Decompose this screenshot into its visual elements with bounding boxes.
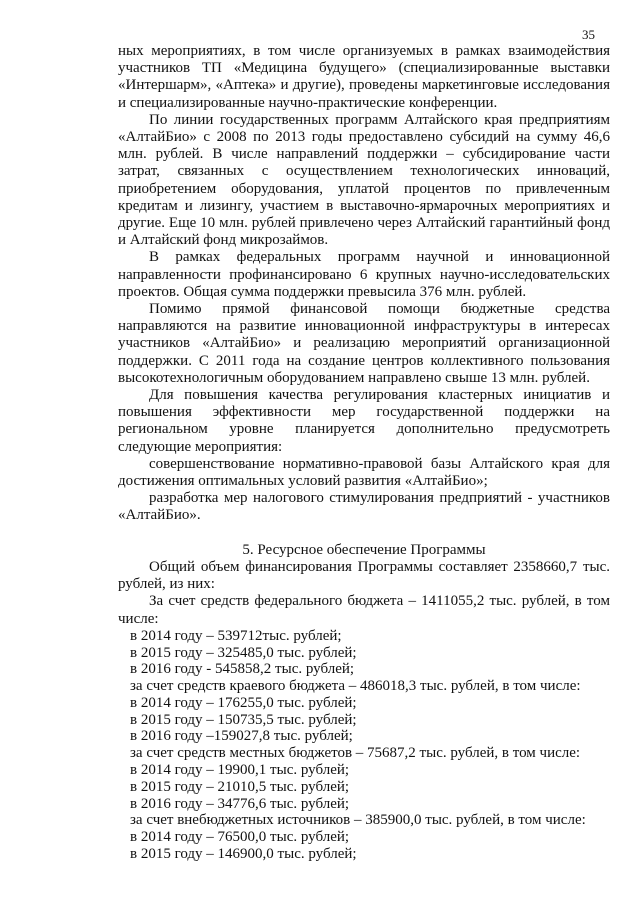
paragraph-continuation: ных мероприятиях, в том числе организуемых в рамках взаимодействия участников ТП «Медицина будущего» (специализированные выставки «Интершарм», «Аптека» и другие), проведены маркетинговые исследования и специализированные научно-практические конференции. (118, 43, 610, 111)
page-number: 35 (582, 27, 595, 42)
paragraph-budget-infrastructure: Помимо прямой финансовой помощи бюджетные средства направляются на развитие инновационной инфраструктуры в интересах участников «АлтайБио» и реализацию мероприятий организационной поддержки. С 2011 года на создание центров коллективного пользования высокотехнологичным оборудованием направлено свыше 13 млн. рублей. (118, 301, 610, 386)
funding-line: в 2015 году – 146900,0 тыс. рублей; (130, 846, 357, 863)
paragraph-measure-legal-base: совершенствование нормативно-правовой базы Алтайского края для достижения оптимальных условий развития «АлтайБио»; (118, 455, 610, 490)
funding-line: в 2016 году –159027,8 тыс. рублей; (130, 728, 353, 745)
funding-breakdown-list (118, 628, 610, 863)
funding-line: в 2014 году – 539712тыс. рублей; (130, 627, 342, 644)
funding-line: в 2014 году – 19900,1 тыс. рублей; (130, 762, 350, 779)
funding-line: в 2014 году – 76500,0 тыс. рублей; (130, 829, 350, 846)
funding-line: в 2014 году – 176255,0 тыс. рублей; (130, 694, 357, 711)
funding-line: за счет средств краевого бюджета – 486018,3 тыс. рублей, в том числе: (130, 678, 581, 695)
paragraph-measure-tax-incentives: разработка мер налогового стимулирования предприятий - участников «АлтайБио». (118, 490, 610, 524)
paragraph-planned-measures: Для повышения качества регулирования кластерных инициатив и повышения эффективности мер государственной поддержки на региональном уровне планируется дополнительно предусмотреть следующие мероприятия: (118, 387, 610, 455)
funding-line: в 2015 году – 21010,5 тыс. рублей; (130, 778, 350, 795)
funding-line: за счет средств местных бюджетов – 75687,2 тыс. рублей, в том числе: (130, 745, 581, 762)
funding-line: в 2016 году - 545858,2 тыс. рублей; (130, 661, 355, 678)
document-body (118, 43, 610, 863)
paragraph-federal-programs: В рамках федеральных программ научной и инновационной направленности профинансировано 6 крупных научно-исследовательских проектов. Общая сумма поддержки превысила 376 млн. рублей. (118, 249, 610, 300)
paragraph-federal-budget: За счет средств федерального бюджета – 1411055,2 тыс. рублей, в том числе: (118, 593, 610, 627)
funding-line: за счет внебюджетных источников – 385900,0 тыс. рублей, в том числе: (130, 812, 586, 829)
paragraph-state-programs: По линии государственных программ Алтайского края предприятиям «АлтайБио» с 2008 по 2013 годы предоставлено субсидий на сумму 46,6 млн. рублей. В числе направлений поддержки – субсидирование части затрат, связанных с осуществлением технологических инноваций, приобретением оборудования, уплатой процентов по привлеченным кредитам и лизингу, участием в выставочно-ярмарочных мероприятиях и другие. Еще 10 млн. рублей привлечено через Алтайский гарантийный фонд и Алтайский фонд микрозаймов. (118, 111, 610, 249)
section-heading: 5. Ресурсное обеспечение Программы (242, 541, 486, 558)
funding-line: в 2015 году – 150735,5 тыс. рублей; (130, 711, 357, 728)
paragraph-total-funding: Общий объем финансирования Программы составляет 2358660,7 тыс. рублей, из них: (118, 558, 610, 593)
funding-line: в 2016 году – 34776,6 тыс. рублей; (130, 795, 350, 812)
funding-line: в 2015 году – 325485,0 тыс. рублей; (130, 644, 357, 661)
